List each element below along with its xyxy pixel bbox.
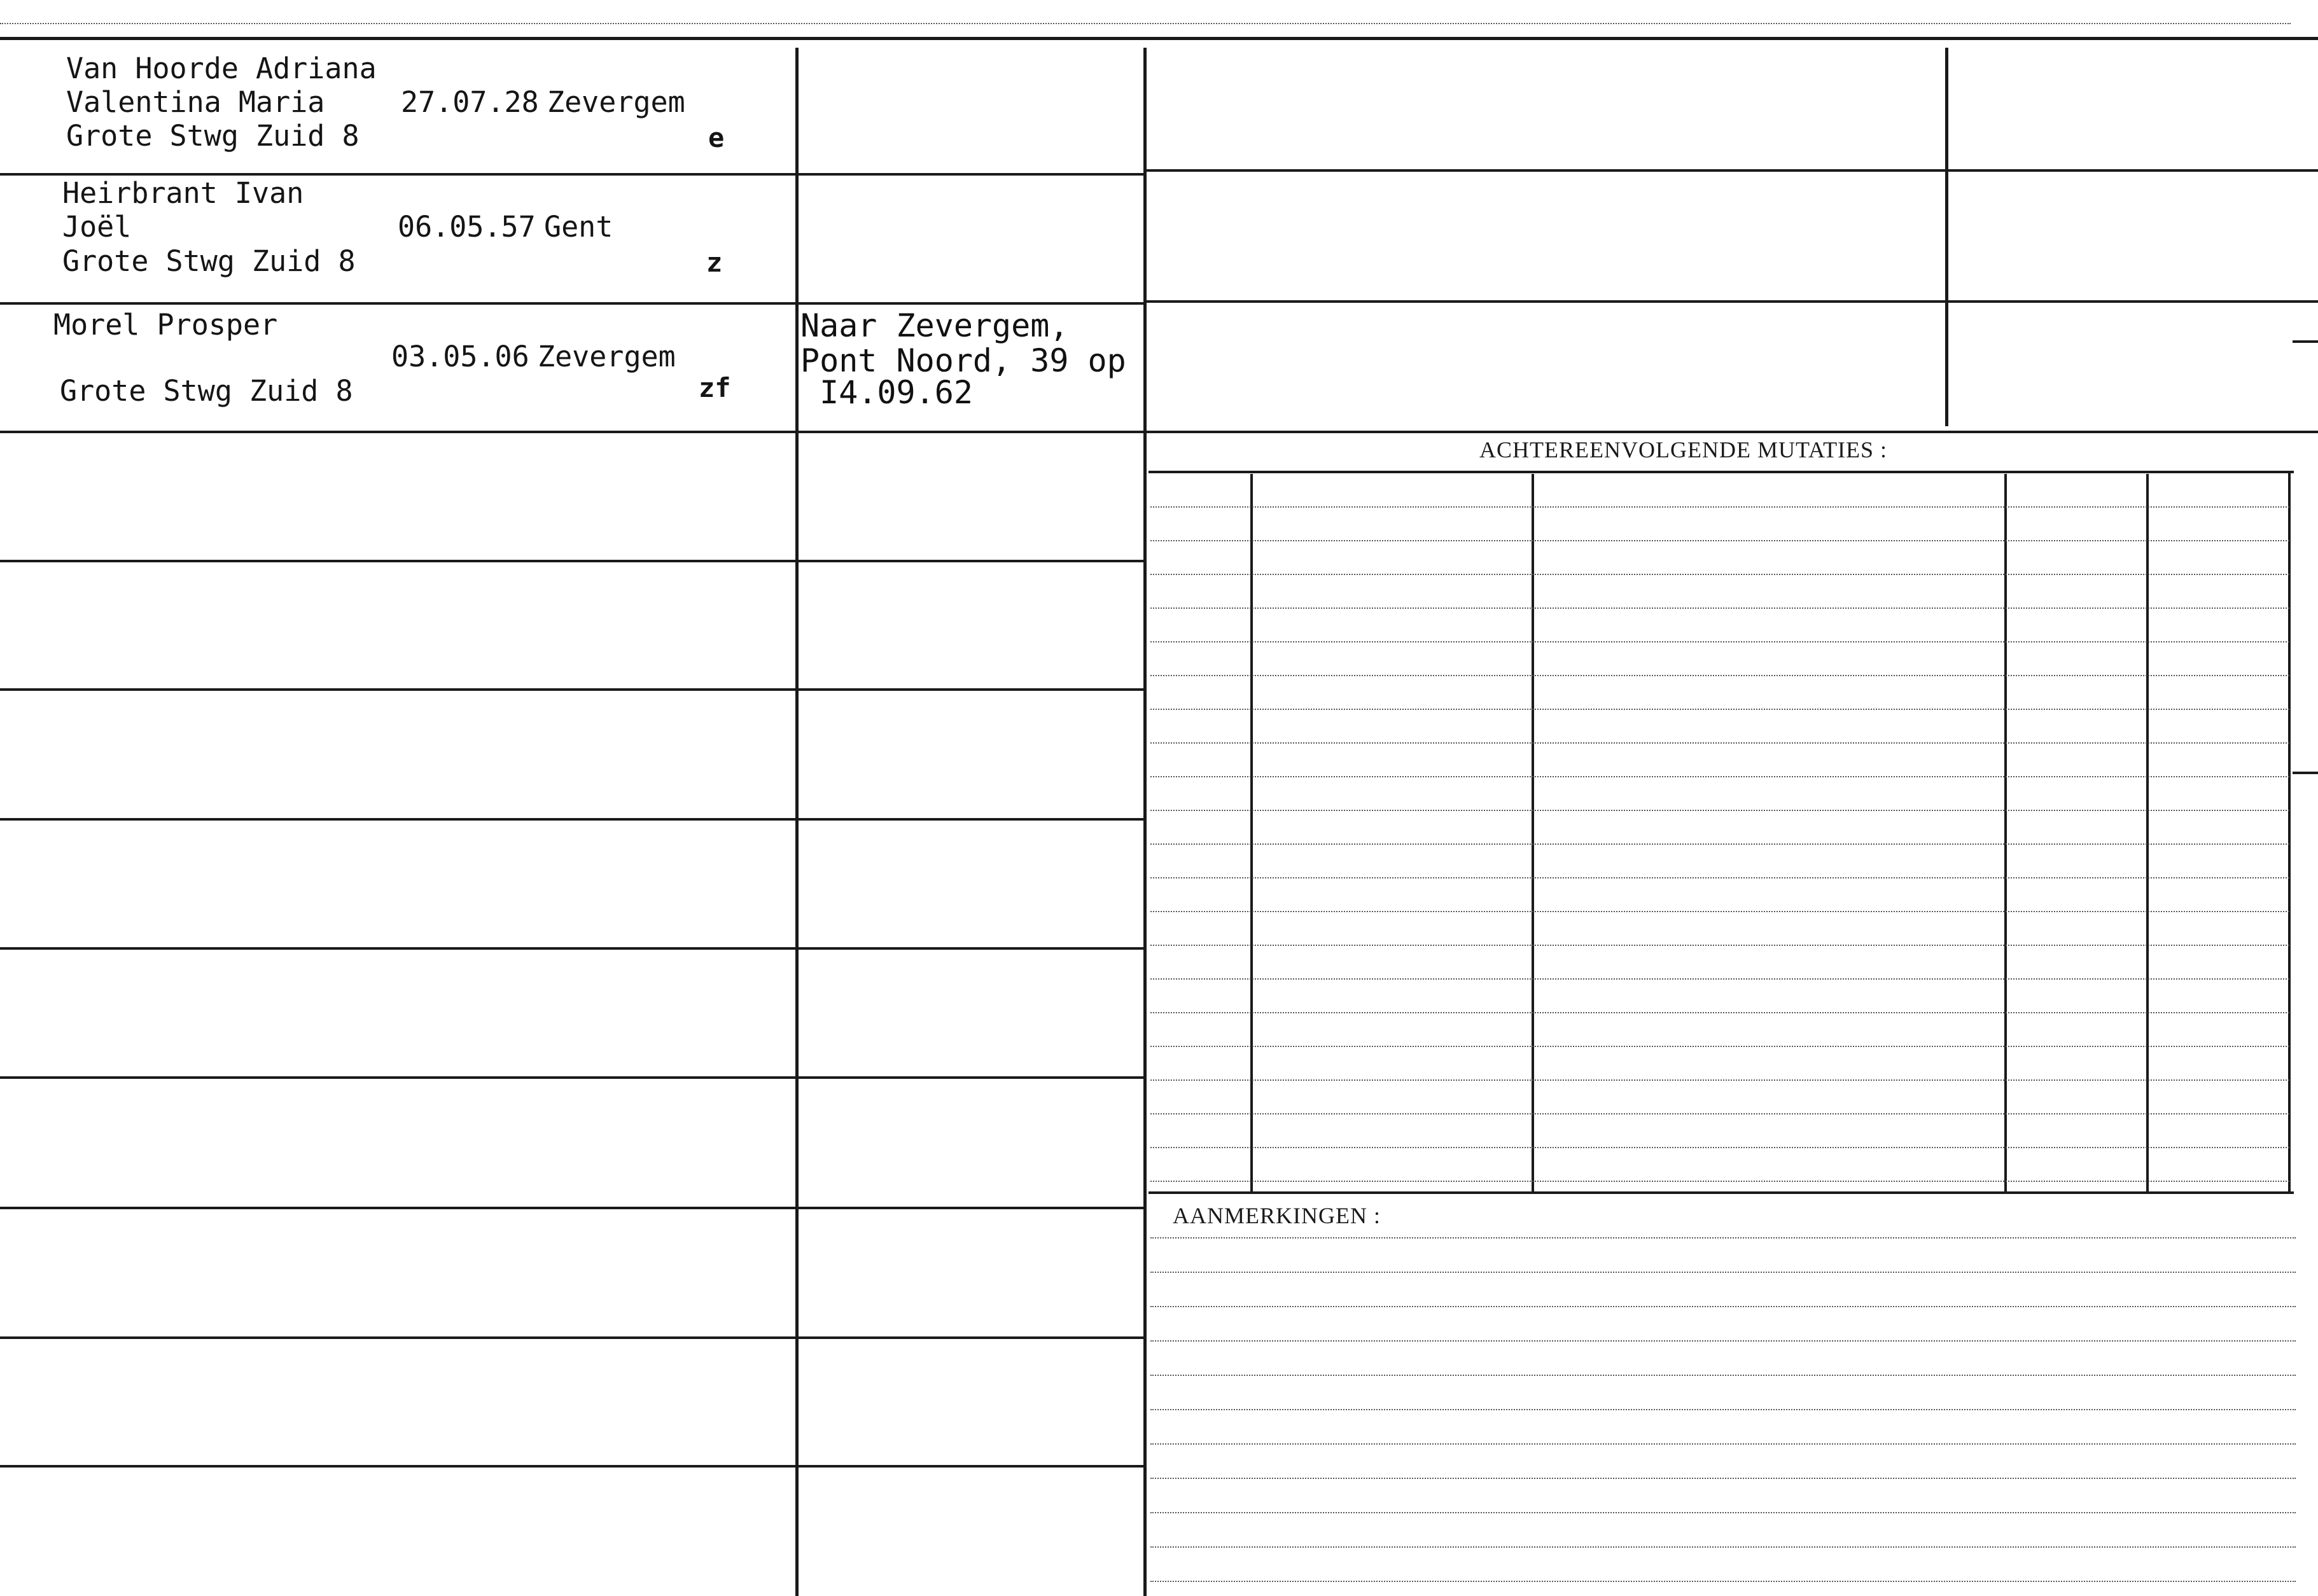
row-line-3: [0, 431, 2318, 433]
entry-3-code: zf: [699, 372, 731, 403]
mutations-bottom-rule: [1149, 1191, 2294, 1194]
entry-1-code: e: [708, 122, 725, 153]
mutations-col-2: [1532, 474, 1534, 1193]
mutations-col-3: [2004, 474, 2007, 1193]
right-row-line-2: [1143, 300, 2318, 303]
entry-3-departure-line-1: Naar Zevergem,: [800, 307, 1069, 344]
row-line-4: [0, 560, 1143, 562]
mutations-row-rule: [1150, 742, 2289, 744]
remarks-row-rule: [1150, 1478, 2296, 1479]
mutations-row-rule: [1150, 810, 2289, 811]
entry-2-name-line-2: Joël: [62, 210, 132, 244]
mutations-top-rule: [1149, 471, 2294, 473]
column-divider-1: [795, 48, 799, 1596]
top-border: [0, 37, 2318, 40]
entry-1-birth-place: Zevergem: [547, 85, 685, 119]
remarks-row-rule: [1150, 1409, 2296, 1410]
mutations-row-rule: [1150, 709, 2289, 710]
margin-tick-2: [2293, 772, 2318, 774]
mutations-row-rule: [1150, 911, 2289, 912]
remarks-row-rule: [1150, 1375, 2296, 1376]
row-line-10: [0, 1336, 1143, 1339]
remarks-row-rule: [1150, 1546, 2296, 1548]
mutations-col-1: [1250, 474, 1253, 1193]
mutations-row-rule: [1150, 1079, 2289, 1081]
entry-3-birth-place: Zevergem: [538, 340, 676, 373]
entry-3-departure-line-3: I4.09.62: [800, 374, 973, 411]
mutations-row-rule: [1150, 776, 2289, 777]
entry-2-birth-place: Gent: [544, 210, 613, 244]
column-divider-3: [1945, 48, 1948, 426]
row-line-7: [0, 947, 1143, 950]
mutations-row-rule: [1150, 641, 2289, 642]
mutations-row-rule: [1150, 1181, 2289, 1182]
mutations-heading: ACHTEREENVOLGENDE MUTATIES :: [1479, 437, 1888, 462]
row-line-2: [0, 302, 1143, 305]
row-line-8: [0, 1076, 1143, 1079]
mutations-col-5: [2288, 471, 2291, 1193]
entry-1-name-line-1: Van Hoorde Adriana: [66, 52, 377, 85]
row-line-11: [0, 1465, 1143, 1468]
remarks-heading: AANMERKINGEN :: [1173, 1203, 1381, 1228]
margin-tick-1: [2293, 340, 2318, 343]
entry-1-name-line-2: Valentina Maria: [66, 85, 325, 119]
entry-3-name-line-1: Morel Prosper: [53, 308, 278, 342]
mutations-row-rule: [1150, 843, 2289, 845]
row-line-6: [0, 818, 1143, 821]
row-line-5: [0, 688, 1143, 691]
top-edge-dotted: [0, 23, 2291, 24]
remarks-row-rule: [1150, 1512, 2296, 1513]
entry-3-address: Grote Stwg Zuid 8: [60, 374, 353, 408]
mutations-row-rule: [1150, 978, 2289, 980]
column-divider-2: [1143, 48, 1147, 1596]
mutations-row-rule: [1150, 1147, 2289, 1148]
entry-1-birth-date: 27.07.28: [401, 85, 539, 119]
mutations-row-rule: [1150, 540, 2289, 541]
remarks-row-rule: [1150, 1306, 2296, 1307]
remarks-row-rule: [1150, 1581, 2296, 1582]
entry-2-address: Grote Stwg Zuid 8: [62, 244, 356, 278]
mutations-row-rule: [1150, 506, 2289, 508]
remarks-row-rule: [1150, 1443, 2296, 1445]
mutations-row-rule: [1150, 877, 2289, 878]
mutations-row-rule: [1150, 945, 2289, 946]
entry-2-name-line-1: Heirbrant Ivan: [62, 176, 304, 210]
row-line-9: [0, 1207, 1143, 1209]
mutations-row-rule: [1150, 1012, 2289, 1013]
entry-1-address: Grote Stwg Zuid 8: [66, 119, 360, 153]
remarks-row-rule: [1150, 1272, 2296, 1273]
mutations-row-rule: [1150, 607, 2289, 609]
remarks-row-rule: [1150, 1340, 2296, 1342]
mutations-row-rule: [1150, 574, 2289, 575]
entry-3-departure-line-2: Pont Noord, 39 op: [800, 342, 1126, 379]
mutations-row-rule: [1150, 675, 2289, 676]
mutations-row-rule: [1150, 1113, 2289, 1114]
remarks-row-rule: [1150, 1237, 2296, 1239]
mutations-row-rule: [1150, 1046, 2289, 1047]
entry-3-birth-date: 03.05.06: [391, 340, 529, 373]
mutations-col-4: [2146, 474, 2149, 1193]
entry-2-code: z: [706, 247, 723, 278]
entry-2-birth-date: 06.05.57: [398, 210, 536, 244]
right-row-line-1: [1143, 169, 2318, 172]
